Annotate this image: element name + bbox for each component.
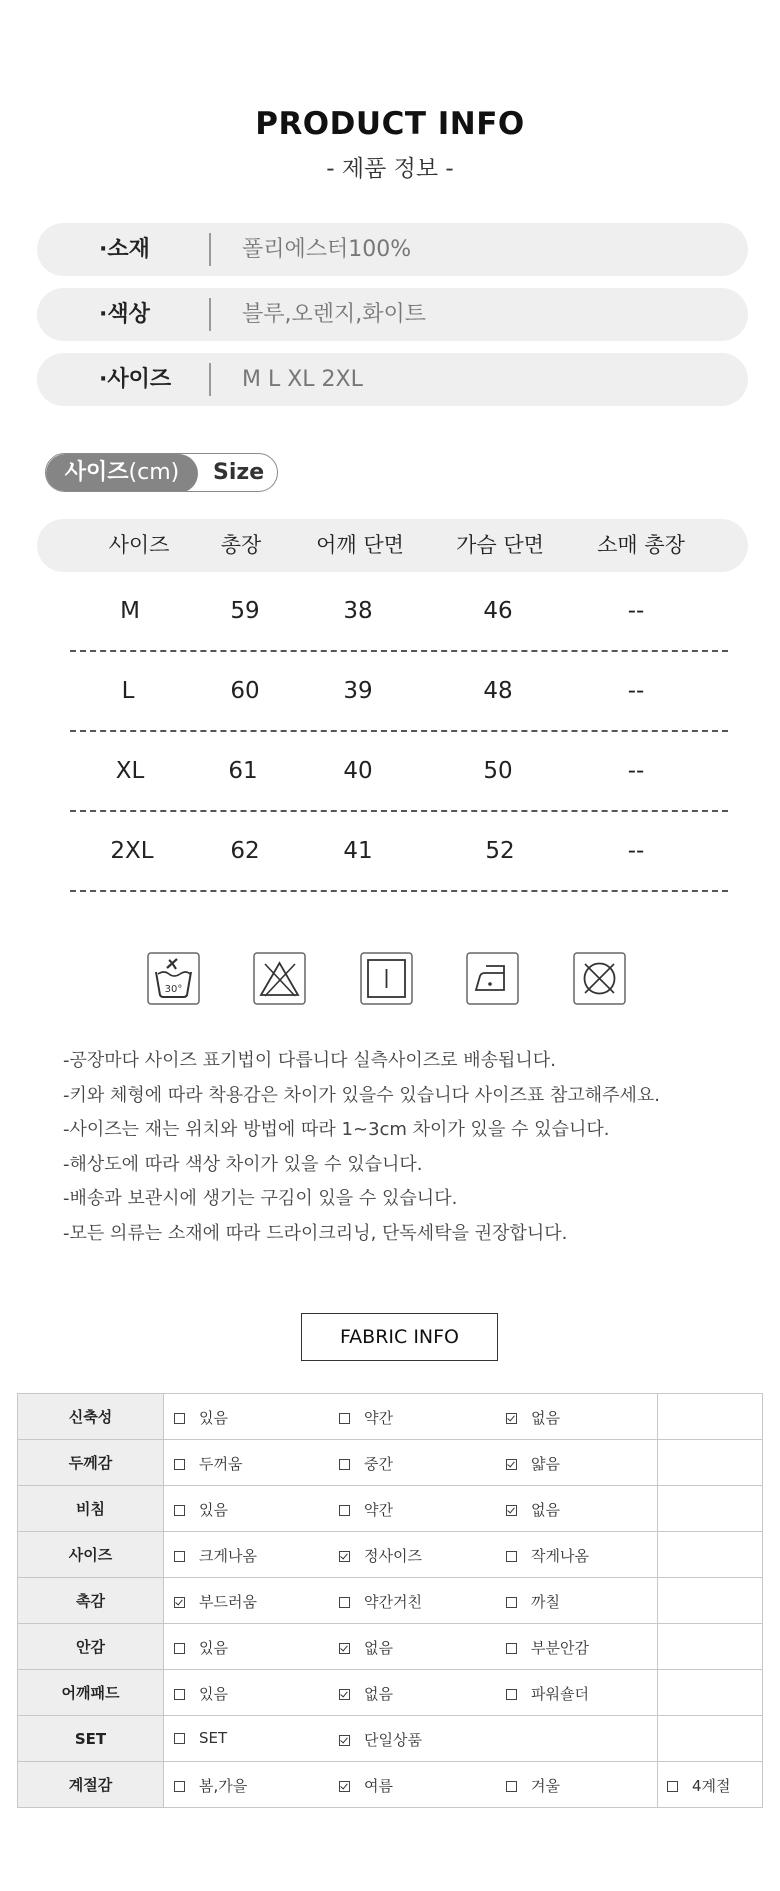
fabric-row bbox=[18, 1440, 763, 1486]
checkbox-empty-icon[interactable] bbox=[339, 1459, 350, 1470]
note-item: -사이즈는 재는 위치와 방법에 따라 1~3cm 차이가 있을 수 있습니다. bbox=[63, 1119, 610, 1140]
fabric-option[interactable] bbox=[339, 1683, 393, 1704]
fabric-option-label: 얇음 bbox=[531, 1455, 560, 1473]
fabric-option[interactable] bbox=[339, 1729, 422, 1750]
column-divider bbox=[657, 1762, 658, 1807]
checkbox-empty-icon[interactable] bbox=[506, 1551, 517, 1562]
note-item: -배송과 보관시에 생기는 구김이 있을 수 있습니다. bbox=[63, 1188, 458, 1209]
fabric-option[interactable] bbox=[174, 1499, 228, 1520]
checkbox-checked-icon[interactable] bbox=[339, 1551, 350, 1562]
toggle-cm-label: 사이즈 bbox=[64, 460, 129, 485]
info-row-material bbox=[37, 223, 748, 276]
fabric-row-options bbox=[164, 1762, 763, 1808]
size-row-xl bbox=[0, 736, 780, 816]
fabric-option[interactable] bbox=[174, 1729, 227, 1747]
cell-size: M bbox=[120, 598, 140, 624]
note-item: -키와 체형에 따라 착용감은 차이가 있을수 있습니다 사이즈표 참고해주세요. bbox=[63, 1084, 661, 1106]
iron-low-icon bbox=[466, 952, 519, 1005]
fabric-row-options bbox=[164, 1716, 763, 1762]
fabric-option-label: 없음 bbox=[364, 1639, 393, 1657]
info-label: ·색상 bbox=[99, 302, 150, 327]
cell-shoulder: 41 bbox=[343, 838, 373, 864]
note-item: -모든 의류는 소재에 따라 드라이크리닝, 단독세탁을 권장합니다. bbox=[63, 1222, 568, 1244]
note-item: -해상도에 따라 색상 차이가 있을 수 있습니다. bbox=[63, 1153, 423, 1175]
fabric-row bbox=[18, 1670, 763, 1716]
cell-length: 59 bbox=[230, 598, 260, 624]
fabric-option-label: 약간거친 bbox=[364, 1593, 422, 1611]
note-item: -공장마다 사이즈 표기법이 다릅니다 실측사이즈로 배송됩니다. bbox=[63, 1050, 556, 1071]
fabric-option[interactable] bbox=[506, 1637, 589, 1658]
fabric-row-options bbox=[164, 1486, 763, 1532]
fabric-row-label: 신축성 bbox=[18, 1394, 164, 1440]
header-shoulder: 어깨 단면 bbox=[316, 533, 404, 557]
cell-chest: 50 bbox=[483, 758, 513, 784]
fabric-row bbox=[18, 1762, 763, 1808]
size-table-header bbox=[37, 519, 748, 572]
fabric-option[interactable] bbox=[339, 1545, 422, 1566]
cell-sleeve: -- bbox=[627, 678, 645, 704]
no-dry-clean-icon bbox=[573, 952, 626, 1005]
fabric-option[interactable] bbox=[174, 1545, 257, 1566]
no-bleach-icon bbox=[253, 952, 306, 1005]
checkbox-checked-icon[interactable] bbox=[339, 1643, 350, 1654]
checkbox-empty-icon[interactable] bbox=[339, 1597, 350, 1608]
fabric-option-label: 부드러움 bbox=[199, 1593, 257, 1611]
column-divider bbox=[657, 1670, 658, 1715]
fabric-row-label: 사이즈 bbox=[18, 1532, 164, 1578]
checkbox-empty-icon[interactable] bbox=[667, 1781, 678, 1792]
checkbox-checked-icon[interactable] bbox=[339, 1735, 350, 1746]
cell-length: 61 bbox=[228, 758, 258, 784]
info-divider bbox=[209, 233, 211, 266]
fabric-option[interactable] bbox=[339, 1637, 393, 1658]
page-title: PRODUCT INFO bbox=[255, 106, 525, 142]
toggle-size[interactable]: Size bbox=[213, 460, 265, 485]
fabric-option[interactable] bbox=[174, 1591, 257, 1612]
fabric-option[interactable] bbox=[174, 1775, 247, 1796]
fabric-row-label: 두께감 bbox=[18, 1440, 164, 1486]
svg-text:30°: 30° bbox=[164, 984, 183, 995]
fabric-option[interactable] bbox=[506, 1499, 560, 1520]
fabric-option-label: 여름 bbox=[364, 1777, 393, 1795]
row-divider bbox=[70, 730, 728, 732]
fabric-option[interactable] bbox=[174, 1453, 242, 1474]
fabric-option-label: 크게나옴 bbox=[199, 1547, 257, 1565]
size-row-2xl bbox=[0, 816, 780, 896]
fabric-option[interactable] bbox=[174, 1407, 228, 1428]
wash-30-icon bbox=[147, 952, 200, 1005]
info-value: M L XL 2XL bbox=[242, 367, 363, 392]
checkbox-checked-icon[interactable] bbox=[506, 1505, 517, 1516]
fabric-option[interactable] bbox=[339, 1407, 393, 1428]
checkbox-empty-icon[interactable] bbox=[174, 1459, 185, 1470]
checkbox-empty-icon[interactable] bbox=[506, 1643, 517, 1654]
fabric-option[interactable] bbox=[506, 1407, 560, 1428]
checkbox-empty-icon[interactable] bbox=[174, 1413, 185, 1424]
fabric-option[interactable] bbox=[339, 1591, 422, 1612]
info-label: ·사이즈 bbox=[99, 367, 172, 392]
cell-length: 60 bbox=[230, 678, 260, 704]
cell-sleeve: -- bbox=[627, 838, 645, 864]
fabric-option[interactable] bbox=[506, 1453, 560, 1474]
cell-size: XL bbox=[115, 758, 145, 784]
fabric-option[interactable] bbox=[339, 1499, 393, 1520]
checkbox-checked-icon[interactable] bbox=[339, 1689, 350, 1700]
tumble-dry-icon bbox=[360, 952, 413, 1005]
fabric-row-options bbox=[164, 1578, 763, 1624]
fabric-option-label: 봄,가을 bbox=[199, 1777, 248, 1795]
fabric-option[interactable] bbox=[174, 1637, 228, 1658]
info-row-color bbox=[37, 288, 748, 341]
cell-length: 62 bbox=[230, 838, 260, 864]
checkbox-empty-icon[interactable] bbox=[174, 1551, 185, 1562]
column-divider bbox=[657, 1486, 658, 1531]
fabric-row bbox=[18, 1716, 763, 1762]
toggle-cm-unit: (cm) bbox=[128, 460, 180, 485]
checkbox-checked-icon[interactable] bbox=[174, 1597, 185, 1608]
fabric-row bbox=[18, 1394, 763, 1440]
cell-chest: 46 bbox=[483, 598, 513, 624]
fabric-option-label: 있음 bbox=[199, 1639, 228, 1657]
info-label: ·소재 bbox=[99, 237, 150, 262]
fabric-option[interactable] bbox=[174, 1683, 228, 1704]
fabric-option-label: 없음 bbox=[364, 1685, 393, 1703]
fabric-row bbox=[18, 1578, 763, 1624]
header-sleeve: 소매 총장 bbox=[597, 533, 685, 557]
fabric-row bbox=[18, 1624, 763, 1670]
checkbox-empty-icon[interactable] bbox=[174, 1689, 185, 1700]
header-chest: 가슴 단면 bbox=[456, 533, 544, 557]
fabric-option-label: 약간 bbox=[364, 1409, 393, 1427]
fabric-row-label: SET bbox=[18, 1716, 164, 1762]
fabric-option[interactable] bbox=[339, 1775, 393, 1796]
checkbox-empty-icon[interactable] bbox=[174, 1781, 185, 1792]
checkbox-empty-icon[interactable] bbox=[174, 1505, 185, 1516]
row-divider bbox=[70, 810, 728, 812]
fabric-option-label: 까칠 bbox=[531, 1593, 560, 1611]
checkbox-empty-icon[interactable] bbox=[506, 1597, 517, 1608]
info-value: 블루,오렌지,화이트 bbox=[242, 302, 427, 327]
checkbox-checked-icon[interactable] bbox=[506, 1413, 517, 1424]
fabric-option-label: 단일상품 bbox=[364, 1731, 422, 1749]
fabric-option[interactable] bbox=[506, 1591, 560, 1612]
fabric-option-label: 없음 bbox=[531, 1501, 560, 1519]
fabric-option[interactable] bbox=[339, 1453, 393, 1474]
checkbox-empty-icon[interactable] bbox=[174, 1643, 185, 1654]
page-subtitle: - 제품 정보 - bbox=[326, 156, 454, 182]
checkbox-checked-icon[interactable] bbox=[339, 1781, 350, 1792]
fabric-option-label: 정사이즈 bbox=[364, 1547, 422, 1565]
fabric-option[interactable] bbox=[667, 1775, 731, 1796]
checkbox-empty-icon[interactable] bbox=[339, 1505, 350, 1516]
fabric-option-label: 있음 bbox=[199, 1409, 228, 1427]
fabric-option-label: 있음 bbox=[199, 1501, 228, 1519]
fabric-option-label: 부분안감 bbox=[531, 1639, 589, 1657]
cell-sleeve: -- bbox=[627, 758, 645, 784]
fabric-row-label: 비침 bbox=[18, 1486, 164, 1532]
fabric-row-label: 촉감 bbox=[18, 1578, 164, 1624]
toggle-cm[interactable] bbox=[46, 454, 198, 492]
info-divider bbox=[209, 298, 211, 331]
cell-shoulder: 38 bbox=[343, 598, 373, 624]
column-divider bbox=[657, 1440, 658, 1485]
fabric-table bbox=[17, 1393, 763, 1808]
fabric-row-options bbox=[164, 1440, 763, 1486]
fabric-row-label: 안감 bbox=[18, 1624, 164, 1670]
fabric-option-label: SET bbox=[199, 1729, 228, 1747]
fabric-row bbox=[18, 1532, 763, 1578]
size-row-l bbox=[0, 656, 780, 736]
cell-shoulder: 39 bbox=[343, 678, 373, 704]
fabric-row-label: 어깨패드 bbox=[18, 1670, 164, 1716]
cell-size: L bbox=[121, 678, 135, 704]
fabric-option-label: 없음 bbox=[531, 1409, 560, 1427]
checkbox-empty-icon[interactable] bbox=[506, 1689, 517, 1700]
cell-shoulder: 40 bbox=[343, 758, 373, 784]
fabric-row-options bbox=[164, 1394, 763, 1440]
checkbox-empty-icon[interactable] bbox=[339, 1413, 350, 1424]
notes-list bbox=[63, 1044, 763, 1251]
cell-sleeve: -- bbox=[627, 598, 645, 624]
fabric-option[interactable] bbox=[506, 1545, 589, 1566]
cell-size: 2XL bbox=[110, 838, 154, 864]
fabric-row-options bbox=[164, 1624, 763, 1670]
column-divider bbox=[657, 1578, 658, 1623]
cell-chest: 48 bbox=[483, 678, 513, 704]
fabric-option-label: 있음 bbox=[199, 1685, 228, 1703]
fabric-option[interactable] bbox=[506, 1683, 589, 1704]
fabric-row-options bbox=[164, 1670, 763, 1716]
cell-chest: 52 bbox=[485, 838, 515, 864]
fabric-option-label: 4계절 bbox=[692, 1777, 731, 1795]
fabric-row-label: 계절감 bbox=[18, 1762, 164, 1808]
column-divider bbox=[657, 1532, 658, 1577]
checkbox-empty-icon[interactable] bbox=[174, 1733, 185, 1744]
info-divider bbox=[209, 363, 211, 396]
header-length: 총장 bbox=[220, 533, 262, 557]
size-unit-toggle[interactable] bbox=[45, 453, 278, 492]
fabric-option-label: 두꺼움 bbox=[199, 1455, 243, 1473]
info-value: 폴리에스터100% bbox=[242, 237, 412, 262]
fabric-row-options bbox=[164, 1532, 763, 1578]
fabric-row bbox=[18, 1486, 763, 1532]
fabric-option-label: 중간 bbox=[364, 1455, 393, 1473]
row-divider bbox=[70, 650, 728, 652]
column-divider bbox=[657, 1624, 658, 1669]
size-row-m bbox=[0, 576, 780, 656]
row-divider bbox=[70, 890, 728, 892]
checkbox-empty-icon[interactable] bbox=[506, 1781, 517, 1792]
fabric-option[interactable] bbox=[506, 1775, 560, 1796]
fabric-info-title: FABRIC INFO bbox=[301, 1313, 498, 1361]
fabric-option-label: 작게나옴 bbox=[531, 1547, 589, 1565]
column-divider bbox=[657, 1716, 658, 1761]
info-row-size bbox=[37, 353, 748, 406]
header-size: 사이즈 bbox=[108, 533, 170, 557]
fabric-option-label: 파워숄더 bbox=[531, 1685, 589, 1703]
fabric-option-label: 약간 bbox=[364, 1501, 393, 1519]
checkbox-checked-icon[interactable] bbox=[506, 1459, 517, 1470]
column-divider bbox=[657, 1394, 658, 1439]
fabric-option-label: 겨울 bbox=[531, 1777, 560, 1795]
